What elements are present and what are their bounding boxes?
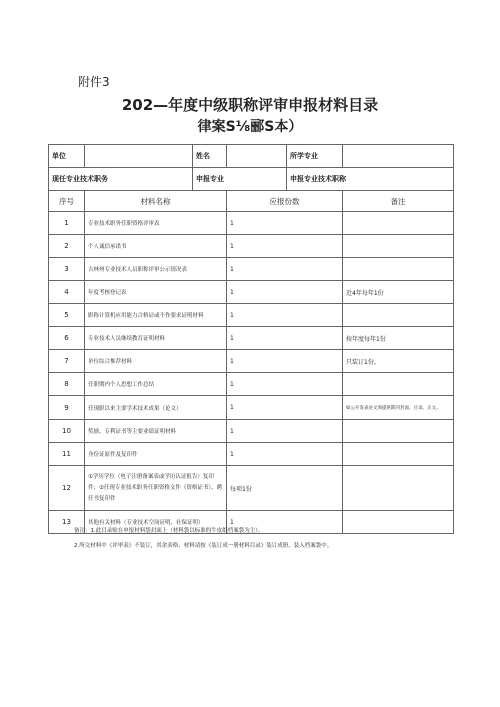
row-note	[343, 511, 454, 534]
label-current-title: 现任专业技术职务	[49, 168, 193, 191]
row-no: 10	[49, 420, 85, 443]
attachment-label: 附件3	[78, 75, 110, 89]
row-qty: 1	[227, 373, 343, 396]
row-name: 个人诚信承诺书	[85, 235, 227, 258]
table-row	[49, 443, 454, 466]
col-header-note: 备注	[343, 191, 454, 212]
label-name: 姓名	[193, 145, 227, 168]
value-unit	[85, 145, 193, 168]
row-no: 7	[49, 350, 85, 373]
row-no: 5	[49, 304, 85, 327]
col-header-qty: 应报份数	[227, 191, 343, 212]
row-name: 其他有关材料（专业技术空岗证明、社保证明）	[85, 511, 227, 534]
row-note	[343, 304, 454, 327]
footnote-1: 备注：1.此目录贴在申报材料袋封面上（材料袋以标准的牛皮纸档案袋为主）。	[74, 528, 264, 534]
row-qty: 1	[227, 281, 343, 304]
row-note: 按年度每年1份	[343, 327, 454, 350]
table-row	[49, 235, 454, 258]
row-no: 1	[49, 212, 85, 235]
row-name: 年度考核登记表	[85, 281, 227, 304]
table-row	[49, 420, 454, 443]
info-row	[49, 145, 454, 168]
row-no: 3	[49, 258, 85, 281]
row-qty: 1	[227, 327, 343, 350]
row-name: ①学历学位（电子注册备案表或学历认证报告）复印件；②任现专业技术职务任职资格文件（资格证书）、聘任书复印件	[85, 466, 227, 511]
table-row	[49, 258, 454, 281]
row-name: 奖励、专利证书等主要业绩证明材料	[85, 420, 227, 443]
footnote-2: 2.所交材料中《评审表》不装订，其余表格、材料请按《装订成一册材料目录》装订成册，装入档案袋中。	[74, 543, 333, 549]
page-subtitle: 律案S⅛郦S本）	[197, 119, 303, 135]
row-qty: 1	[227, 443, 343, 466]
row-note	[343, 443, 454, 466]
label-apply-title: 申报专业技术职称	[287, 168, 454, 191]
row-note: 只装订1份。	[343, 350, 454, 373]
row-no: 2	[49, 235, 85, 258]
row-qty: 1	[227, 420, 343, 443]
row-qty: 1	[227, 212, 343, 235]
row-qty: 1	[227, 258, 343, 281]
row-qty: 1	[227, 350, 343, 373]
row-name: 专业技术人员继续教育证明材料	[85, 327, 227, 350]
table-row	[49, 304, 454, 327]
row-qty: 1	[227, 235, 343, 258]
page-title: 202—年度中级职称评审申报材料目录	[121, 96, 379, 114]
materials-table	[48, 144, 454, 534]
table-row	[49, 212, 454, 235]
label-unit: 单位	[49, 145, 85, 168]
row-name: 任职期内个人思想工作总结	[85, 373, 227, 396]
row-note	[343, 420, 454, 443]
label-apply-major: 申报专业	[193, 168, 287, 191]
row-qty: 1	[227, 396, 343, 420]
table-row	[49, 466, 454, 511]
row-name: 吉林州专业技术人员职称评审公示情况表	[85, 258, 227, 281]
table-row	[49, 373, 454, 396]
value-major	[343, 145, 454, 168]
row-no: 12	[49, 466, 85, 511]
row-name: 单位综合推荐材料	[85, 350, 227, 373]
row-note	[343, 466, 454, 511]
table-row	[49, 327, 454, 350]
row-name: 专业技术职务任职资格评审表	[85, 212, 227, 235]
row-qty: 每项1份	[227, 466, 343, 511]
row-no: 13	[49, 511, 85, 534]
row-note	[343, 212, 454, 235]
label-major: 所学专业	[287, 145, 343, 168]
row-name: 身份证原件及复印件	[85, 443, 227, 466]
table-row	[49, 396, 454, 420]
value-name	[227, 145, 287, 168]
row-no: 11	[49, 443, 85, 466]
footnotes	[74, 524, 332, 554]
info-row	[49, 168, 454, 191]
row-note	[343, 258, 454, 281]
row-qty: 1	[227, 511, 343, 534]
column-header-row	[49, 191, 454, 212]
table-row	[49, 281, 454, 304]
row-note: 如公开发表论文须提供期刊封面、目录、正文。	[343, 396, 454, 420]
col-header-name: 材料名称	[85, 191, 227, 212]
row-name: 职称计算机应用能力合格证或不作要求证明材料	[85, 304, 227, 327]
row-no: 6	[49, 327, 85, 350]
row-qty: 1	[227, 304, 343, 327]
row-note	[343, 235, 454, 258]
row-no: 4	[49, 281, 85, 304]
row-name: 任现职以来主要学术技术成果（论文）	[85, 396, 227, 420]
col-header-no: 序号	[49, 191, 85, 212]
row-no: 8	[49, 373, 85, 396]
table-row	[49, 350, 454, 373]
row-no: 9	[49, 396, 85, 420]
row-note	[343, 373, 454, 396]
row-note: 近4年每年1份	[343, 281, 454, 304]
